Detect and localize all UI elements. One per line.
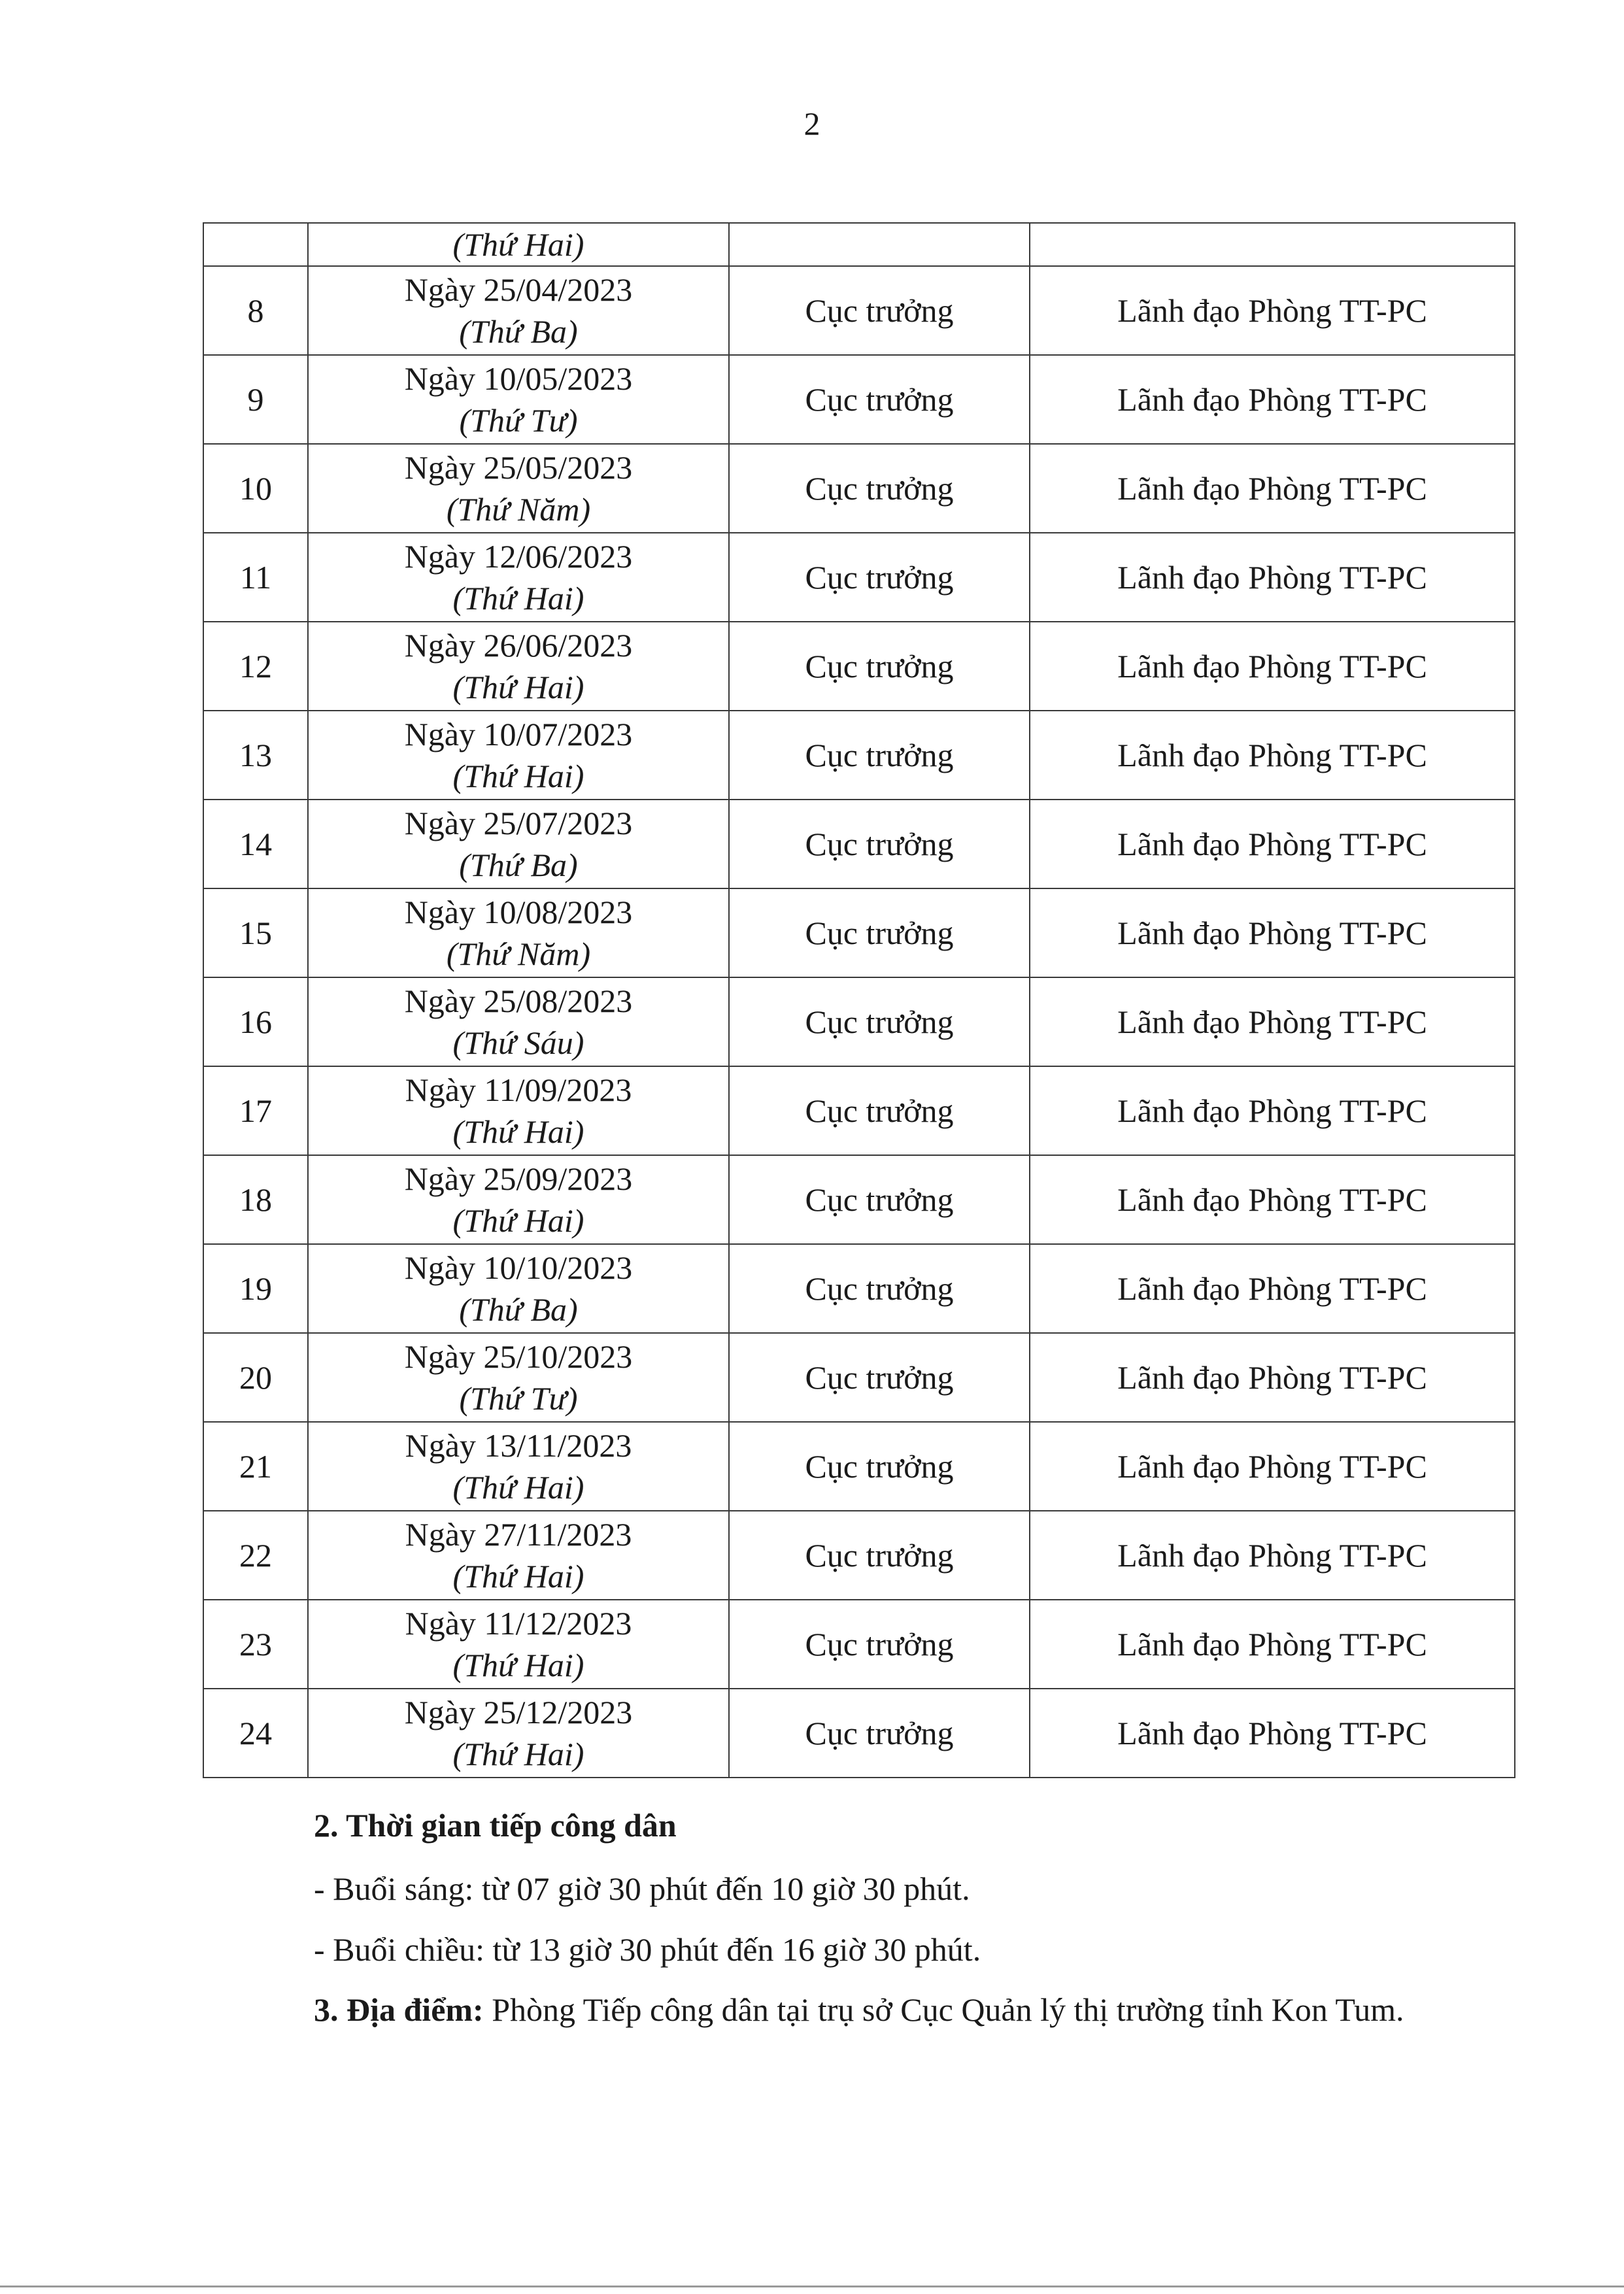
member-cell: Lãnh đạo Phòng TT-PC — [1030, 1511, 1515, 1600]
date-cell — [308, 1244, 729, 1333]
table-row — [203, 1333, 1515, 1422]
table-row — [203, 355, 1515, 444]
date-text: Ngày 12/06/2023 — [404, 538, 633, 575]
member-cell: Lãnh đạo Phòng TT-PC — [1030, 1600, 1515, 1689]
member-cell: Lãnh đạo Phòng TT-PC — [1030, 1244, 1515, 1333]
stt-cell: 23 — [203, 1600, 308, 1689]
chair-cell: Cục trưởng — [729, 1155, 1030, 1244]
date-text: Ngày 25/04/2023 — [404, 271, 633, 308]
date-text: Ngày 25/05/2023 — [404, 449, 633, 486]
schedule-table-body — [203, 223, 1515, 1778]
date-text: Ngày 26/06/2023 — [404, 627, 633, 664]
weekday-text: (Thứ Hai) — [452, 1113, 584, 1150]
date-cell — [308, 1066, 729, 1155]
member-cell: Lãnh đạo Phòng TT-PC — [1030, 1333, 1515, 1422]
date-text: Ngày 25/12/2023 — [404, 1694, 633, 1730]
date-cell — [308, 1155, 729, 1244]
chair-cell: Cục trưởng — [729, 888, 1030, 977]
weekday-text: (Thứ Hai) — [452, 669, 584, 705]
date-text: Ngày 10/07/2023 — [404, 716, 633, 752]
date-text: Ngày 27/11/2023 — [405, 1516, 632, 1553]
chair-cell: Cục trưởng — [729, 533, 1030, 622]
stt-cell: 19 — [203, 1244, 308, 1333]
stt-cell: 15 — [203, 888, 308, 977]
member-cell: Lãnh đạo Phòng TT-PC — [1030, 1066, 1515, 1155]
chair-cell: Cục trưởng — [729, 1422, 1030, 1511]
date-cell — [308, 223, 729, 266]
location-label: 3. Địa điểm: — [314, 1991, 484, 2028]
table-row — [203, 622, 1515, 711]
weekday-text: (Thứ Hai) — [452, 580, 584, 616]
weekday-text: (Thứ Tư) — [459, 402, 578, 439]
weekday-text: (Thứ Hai) — [452, 1202, 584, 1239]
date-cell — [308, 444, 729, 533]
weekday-text: (Thứ Hai) — [452, 226, 584, 263]
member-cell: Lãnh đạo Phòng TT-PC — [1030, 1689, 1515, 1778]
stt-cell: 24 — [203, 1689, 308, 1778]
date-text: Ngày 25/08/2023 — [404, 983, 633, 1019]
date-text: Ngày 25/09/2023 — [404, 1160, 633, 1197]
date-cell — [308, 977, 729, 1066]
table-row-continued — [203, 223, 1515, 266]
date-cell — [308, 711, 729, 800]
chair-cell: Cục trưởng — [729, 622, 1030, 711]
table-row — [203, 800, 1515, 888]
member-cell: Lãnh đạo Phòng TT-PC — [1030, 711, 1515, 800]
date-text: Ngày 11/12/2023 — [405, 1605, 632, 1642]
stt-cell: 14 — [203, 800, 308, 888]
member-cell: Lãnh đạo Phòng TT-PC — [1030, 888, 1515, 977]
weekday-text: (Thứ Hai) — [452, 1558, 584, 1594]
chair-cell: Cục trưởng — [729, 1066, 1030, 1155]
member-cell: Lãnh đạo Phòng TT-PC — [1030, 1422, 1515, 1511]
date-cell — [308, 622, 729, 711]
date-cell — [308, 1511, 729, 1600]
date-cell — [308, 888, 729, 977]
member-cell: Lãnh đạo Phòng TT-PC — [1030, 444, 1515, 533]
member-cell: Lãnh đạo Phòng TT-PC — [1030, 1155, 1515, 1244]
chair-cell: Cục trưởng — [729, 444, 1030, 533]
stt-cell: 21 — [203, 1422, 308, 1511]
weekday-text: (Thứ Năm) — [446, 936, 591, 972]
chair-cell: Cục trưởng — [729, 1689, 1030, 1778]
member-cell: Lãnh đạo Phòng TT-PC — [1030, 533, 1515, 622]
page-number: 2 — [804, 105, 820, 142]
table-row — [203, 1689, 1515, 1778]
chair-cell: Cục trưởng — [729, 711, 1030, 800]
date-cell — [308, 1600, 729, 1689]
location-text: Phòng Tiếp công dân tại trụ sở Cục Quản lý thị trường tỉnh Kon Tum. — [483, 1991, 1404, 2028]
table-row — [203, 1155, 1515, 1244]
section-2-title: 2. Thời gian tiếp công dân — [314, 1807, 677, 1844]
stt-cell: 12 — [203, 622, 308, 711]
chair-cell: Cục trưởng — [729, 1244, 1030, 1333]
table-row — [203, 444, 1515, 533]
citizen-reception-schedule-table — [203, 222, 1515, 1778]
stt-cell — [203, 223, 308, 266]
table-row — [203, 711, 1515, 800]
weekday-text: (Thứ Ba) — [459, 313, 578, 350]
stt-cell: 9 — [203, 355, 308, 444]
member-cell: Lãnh đạo Phòng TT-PC — [1030, 266, 1515, 355]
stt-cell: 18 — [203, 1155, 308, 1244]
stt-cell: 16 — [203, 977, 308, 1066]
table-row — [203, 266, 1515, 355]
weekday-text: (Thứ Sáu) — [452, 1024, 584, 1061]
weekday-text: (Thứ Hai) — [452, 1469, 584, 1506]
chair-cell: Cục trưởng — [729, 1333, 1030, 1422]
weekday-text: (Thứ Hai) — [452, 758, 584, 794]
table-row — [203, 1511, 1515, 1600]
chair-cell: Cục trưởng — [729, 977, 1030, 1066]
weekday-text: (Thứ Tư) — [459, 1380, 578, 1417]
stt-cell: 8 — [203, 266, 308, 355]
morning-hours: - Buổi sáng: từ 07 giờ 30 phút đến 10 giờ 30 phút. — [314, 1870, 970, 1907]
member-cell: Lãnh đạo Phòng TT-PC — [1030, 800, 1515, 888]
stt-cell: 11 — [203, 533, 308, 622]
member-cell: Lãnh đạo Phòng TT-PC — [1030, 977, 1515, 1066]
date-cell — [308, 533, 729, 622]
table-row — [203, 1244, 1515, 1333]
date-text: Ngày 25/10/2023 — [404, 1338, 633, 1375]
member-cell: Lãnh đạo Phòng TT-PC — [1030, 622, 1515, 711]
chair-cell: Cục trưởng — [729, 800, 1030, 888]
weekday-text: (Thứ Hai) — [452, 1736, 584, 1772]
table-row — [203, 533, 1515, 622]
stt-cell: 10 — [203, 444, 308, 533]
date-text: Ngày 10/05/2023 — [404, 360, 633, 397]
date-cell — [308, 800, 729, 888]
weekday-text: (Thứ Ba) — [459, 847, 578, 883]
date-cell — [308, 266, 729, 355]
chair-cell: Cục trưởng — [729, 355, 1030, 444]
date-cell — [308, 1333, 729, 1422]
stt-cell: 17 — [203, 1066, 308, 1155]
weekday-text: (Thứ Ba) — [459, 1291, 578, 1328]
bottom-edge-line — [0, 2286, 1624, 2287]
date-cell — [308, 1422, 729, 1511]
table-row — [203, 1422, 1515, 1511]
table-row — [203, 1600, 1515, 1689]
chair-cell: Cục trưởng — [729, 1511, 1030, 1600]
weekday-text: (Thứ Hai) — [452, 1647, 584, 1683]
date-text: Ngày 10/10/2023 — [404, 1249, 633, 1286]
date-text: Ngày 11/09/2023 — [405, 1071, 632, 1108]
chair-cell: Cục trưởng — [729, 266, 1030, 355]
date-cell — [308, 355, 729, 444]
location-paragraph — [216, 1989, 1458, 2031]
table-row — [203, 1066, 1515, 1155]
member-cell — [1030, 223, 1515, 266]
date-text: Ngày 25/07/2023 — [404, 805, 633, 841]
date-text: Ngày 10/08/2023 — [404, 894, 633, 930]
stt-cell: 13 — [203, 711, 308, 800]
afternoon-hours: - Buổi chiều: từ 13 giờ 30 phút đến 16 giờ 30 phút. — [314, 1931, 981, 1968]
table-row — [203, 888, 1515, 977]
stt-cell: 22 — [203, 1511, 308, 1600]
chair-cell — [729, 223, 1030, 266]
chair-cell: Cục trưởng — [729, 1600, 1030, 1689]
weekday-text: (Thứ Năm) — [446, 491, 591, 528]
date-text: Ngày 13/11/2023 — [405, 1427, 632, 1464]
member-cell: Lãnh đạo Phòng TT-PC — [1030, 355, 1515, 444]
date-cell — [308, 1689, 729, 1778]
stt-cell: 20 — [203, 1333, 308, 1422]
table-row — [203, 977, 1515, 1066]
